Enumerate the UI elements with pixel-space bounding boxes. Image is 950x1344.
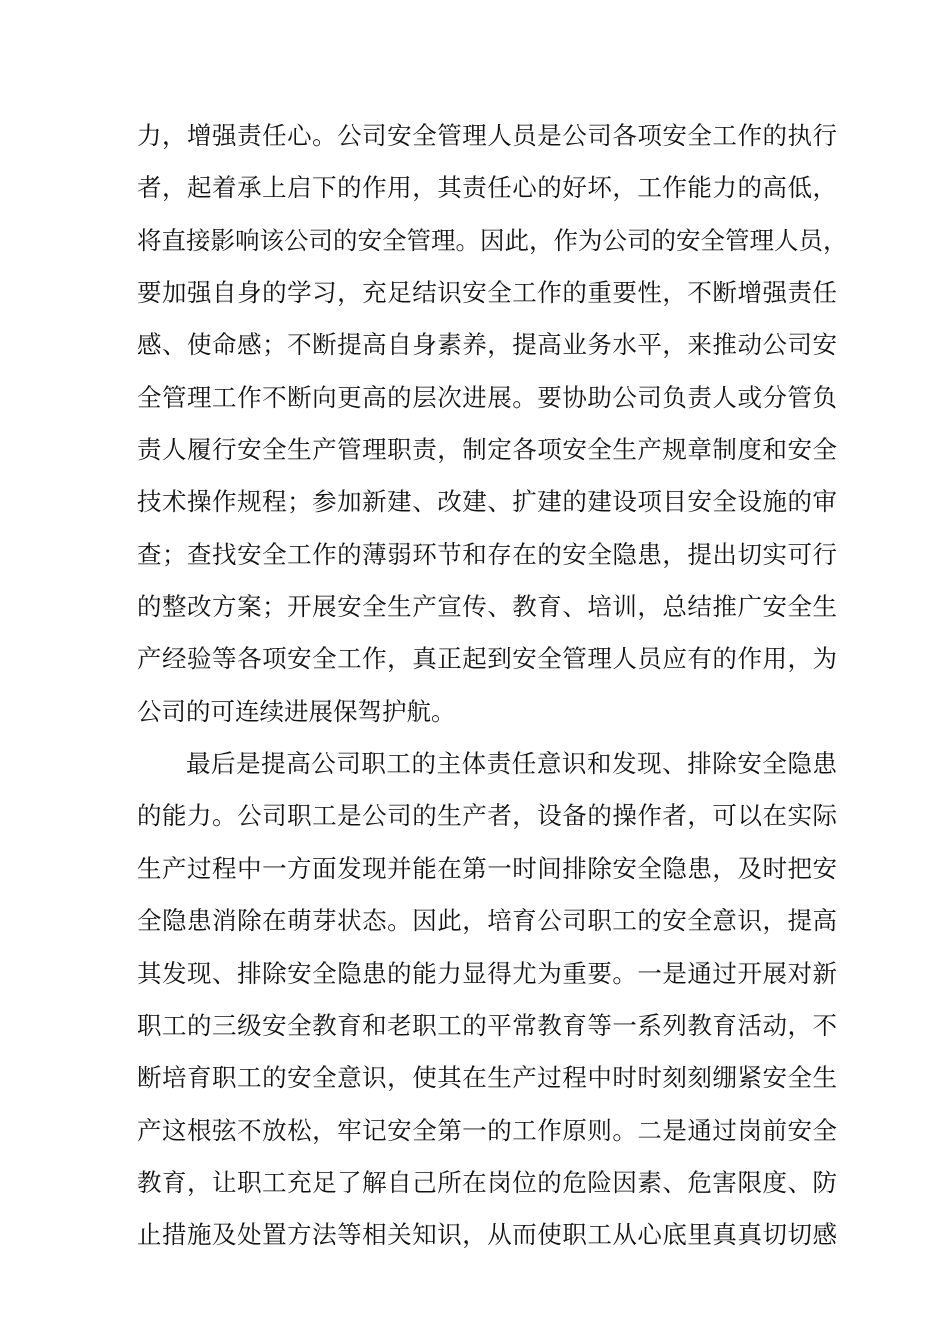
- text-line: 生产过程中一方面发现并能在第一时间排除安全隐患，及时把安: [137, 853, 837, 883]
- text-line: 断培育职工的安全意识，使其在生产过程中时时刻刻绷紧安全生: [137, 1063, 837, 1093]
- text-line: 要加强自身的学习，充足结识安全工作的重要性，不断增强责任: [137, 278, 837, 308]
- text-line: 查；查找安全工作的薄弱环节和存在的安全隐患，提出切实可行: [137, 539, 837, 569]
- text-line: 感、使命感；不断提高自身素养，提高业务水平，来推动公司安: [137, 330, 837, 360]
- paragraph-first-line: 最后是提高公司职工的主体责任意识和发现、排除安全隐患: [186, 749, 837, 779]
- text-line: 将直接影响该公司的安全管理。因此，作为公司的安全管理人员，: [137, 225, 848, 255]
- text-line: 止措施及处置方法等相关知识，从而使职工从心底里真真切切感: [137, 1220, 837, 1250]
- text-line: 者，起着承上启下的作用，其责任心的好坏，工作能力的高低，: [137, 173, 837, 203]
- text-line: 职工的三级安全教育和老职工的平常教育等一系列教育活动，不: [137, 1010, 837, 1040]
- text-line: 责人履行安全生产管理职责，制定各项安全生产规章制度和安全: [137, 435, 837, 465]
- text-line: 产这根弦不放松，牢记安全第一的工作原则。二是通过岗前安全: [137, 1115, 837, 1145]
- text-line: 全隐患消除在萌芽状态。因此，培育公司职工的安全意识，提高: [137, 906, 837, 936]
- text-line: 技术操作规程；参加新建、改建、扩建的建设项目安全设施的审: [137, 487, 837, 517]
- text-line: 的能力。公司职工是公司的生产者，设备的操作者，可以在实际: [137, 801, 837, 831]
- text-line: 全管理工作不断向更高的层次进展。要协助公司负责人或分管负: [137, 382, 837, 412]
- text-line: 力，增强责任心。公司安全管理人员是公司各项安全工作的执行: [137, 121, 837, 150]
- text-line: 其发现、排除安全隐患的能力显得尤为重要。一是通过开展对新: [137, 958, 837, 988]
- text-line: 产经验等各项安全工作，真正起到安全管理人员应有的作用，为: [137, 644, 837, 674]
- body-text: [137, 110, 848, 1262]
- text-line: 公司的可连续进展保驾护航。: [137, 696, 456, 726]
- text-line: 的整改方案；开展安全生产宣传、教育、培训，总结推广安全生: [137, 592, 837, 622]
- text-line: 教育，让职工充足了解自己所在岗位的危险因素、危害限度、防: [137, 1167, 837, 1197]
